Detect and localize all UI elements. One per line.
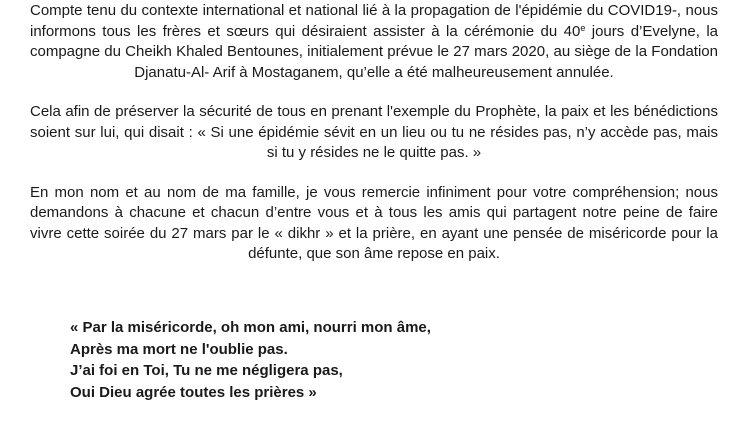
paragraph-announcement: [30, 1, 718, 83]
poem-line-4: Oui Dieu agrée toutes les prières »: [70, 383, 317, 401]
poem-line-1: « Par la miséricorde, oh mon ami, nourri mon âme,: [70, 319, 431, 336]
paragraph-announcement-text-start: Compte tenu du contexte international et national lié à la propagation de l'épidémie du COVID19-, nous informons tous les frères et sœurs qui désiraient assister à la cérémonie du 40: [30, 2, 718, 40]
ordinal-superscript: e: [580, 22, 586, 33]
document-body: [30, 0, 718, 265]
paragraph-announcement-text-end: jours d’Evelyne, la compagne du Cheikh Khaled Bentounes, initialement prévue le 27 mars 2020, au siège de la Fondation Djanatu-Al- Arif à Mostaganem, qu’elle a été malheureusement annulée.: [30, 22, 718, 81]
paragraph-prophet-quote: Cela afin de préserver la sécurité de tous en prenant l'exemple du Prophète, la paix et les bénédictions soient sur lui, qui disait : « Si une épidémie sévit en un lieu ou tu ne résides pas, n’y accède pas, mais si tu y résides ne le quitte pas. »: [30, 103, 718, 161]
poem-block: [70, 317, 431, 403]
poem-line-3: J’ai foi en Toi, Tu ne me négligera pas,: [70, 362, 343, 379]
paragraph-thanks: En mon nom et au nom de ma famille, je vous remercie infiniment pour votre compréhension; nous demandons à chacune et chacun d’entre vous et à tous les amis qui partagent notre peine de faire vivre cette soirée du 27 mars par le « dikhr » et la prière, en ayant une pensée de miséricorde pour la défunte, que son âme repose en paix.: [30, 183, 718, 262]
poem-line-2: Après ma mort ne l'oublie pas.: [70, 340, 288, 358]
